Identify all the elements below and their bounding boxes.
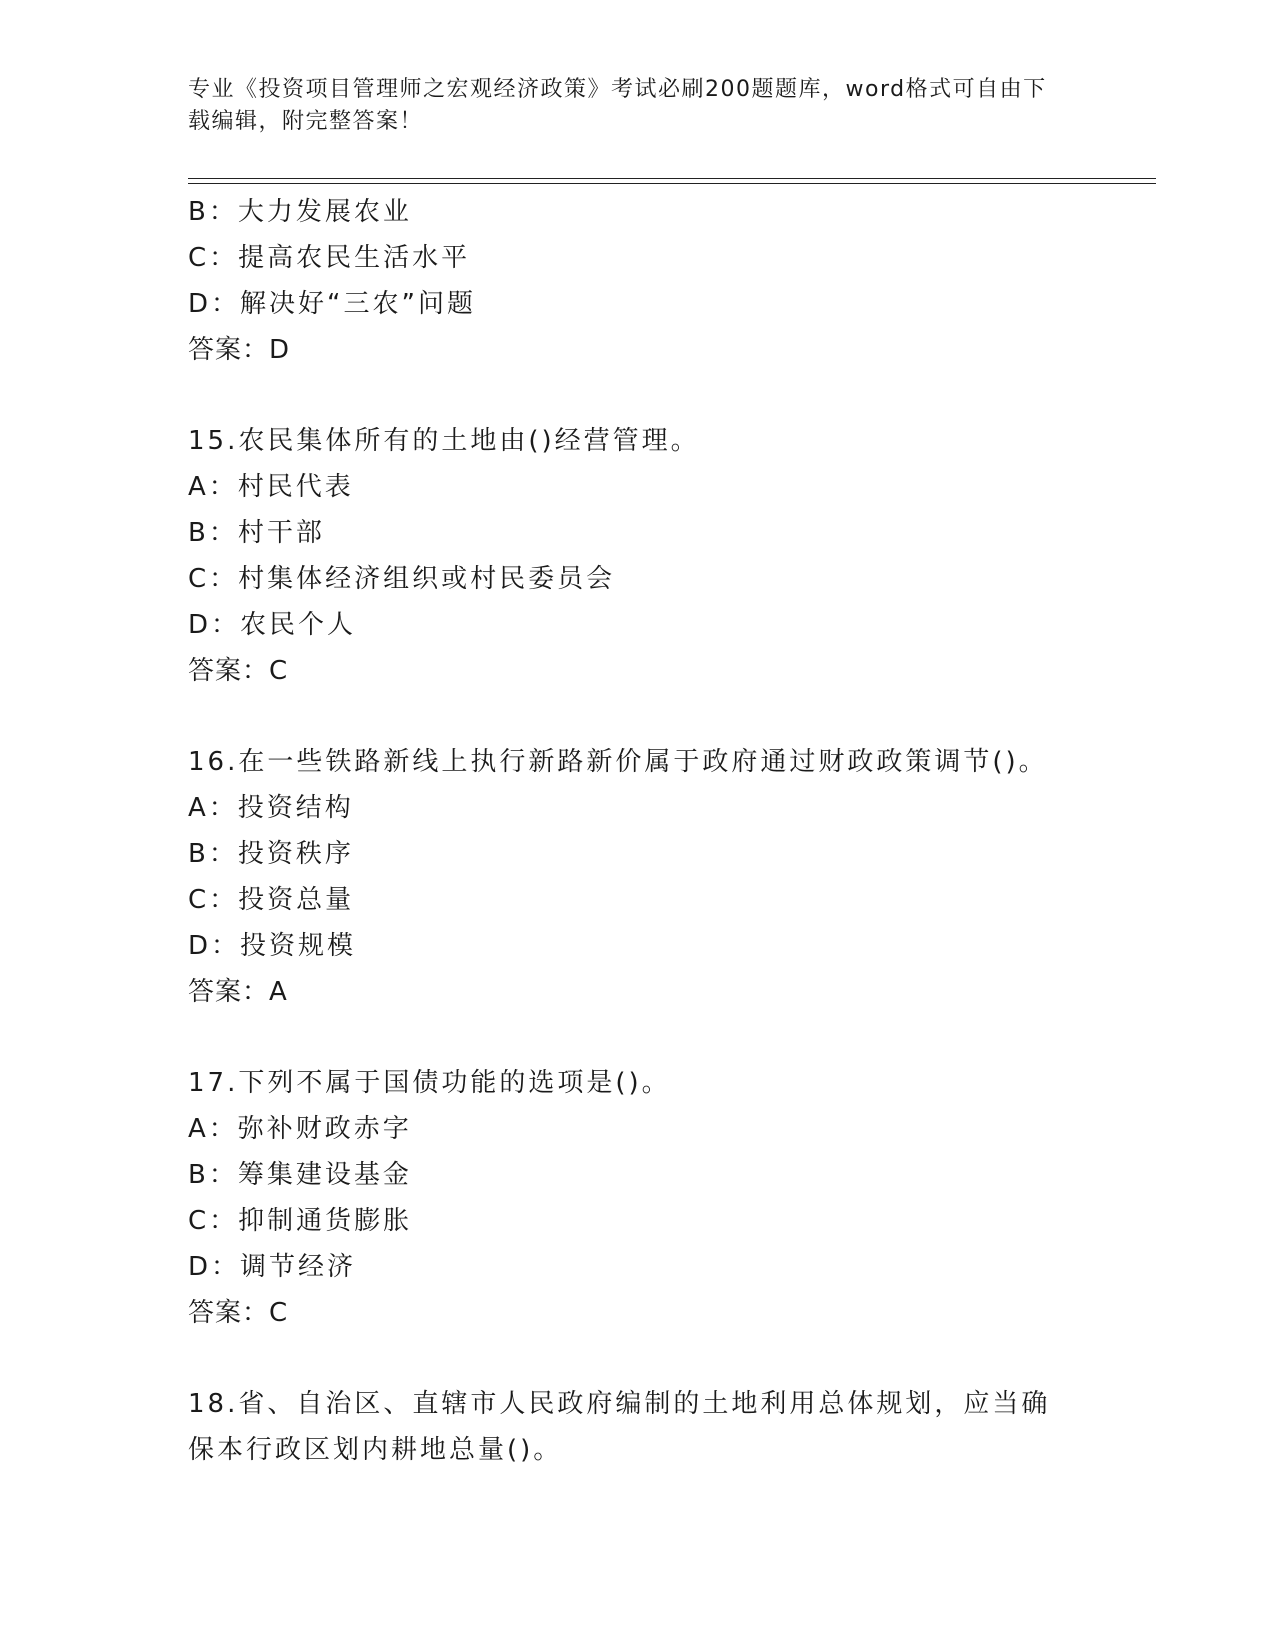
option-d: D：调节经济 xyxy=(188,1252,357,1282)
answer-label: 答案： xyxy=(188,1298,270,1328)
document-header: 专业《投资项目管理师之宏观经济政策》考试必刷200题题库，word格式可自由下载编辑，附完整答案！ xyxy=(188,77,1047,134)
option-d: D：投资规模 xyxy=(188,931,357,961)
question-text: 16.在一些铁路新线上执行新路新价属于政府通过财政政策调节()。 xyxy=(188,747,1048,777)
option-a: A：投资结构 xyxy=(188,793,354,823)
answer-value: A xyxy=(269,977,288,1007)
option-d: D：解决好“三农”问题 xyxy=(188,289,476,319)
answer-line xyxy=(188,969,1088,1015)
question-list xyxy=(188,189,1088,1473)
option-b: B：筹集建设基金 xyxy=(188,1160,412,1190)
option-c: C：村集体经济组织或村民委员会 xyxy=(188,564,616,594)
answer-label: 答案： xyxy=(188,656,270,686)
question-text: 18.省、自治区、直辖市人民政府编制的土地利用总体规划，应当确保本行政区划内耕地总量()。 xyxy=(188,1389,1051,1465)
question-block-15 xyxy=(188,418,1088,694)
option-b: B：大力发展农业 xyxy=(188,197,412,227)
answer-line xyxy=(188,648,1088,694)
header-divider-top xyxy=(188,178,1156,179)
question-block-18 xyxy=(188,1381,1088,1473)
answer-value: C xyxy=(269,656,289,686)
option-c: C：提高农民生活水平 xyxy=(188,243,471,273)
option-c: C：投资总量 xyxy=(188,885,355,915)
header-divider-bottom xyxy=(188,183,1156,184)
question-block-17 xyxy=(188,1060,1088,1336)
option-a: A：弥补财政赤字 xyxy=(188,1114,412,1144)
answer-line xyxy=(188,327,1088,373)
option-a: A：村民代表 xyxy=(188,472,354,502)
answer-label: 答案： xyxy=(188,335,270,365)
question-block-14 xyxy=(188,189,1088,373)
answer-value: D xyxy=(269,335,291,365)
option-c: C：抑制通货膨胀 xyxy=(188,1206,413,1236)
question-text: 17.下列不属于国债功能的选项是()。 xyxy=(188,1068,671,1098)
question-block-16 xyxy=(188,739,1088,1015)
question-text: 15.农民集体所有的土地由()经营管理。 xyxy=(188,426,700,456)
option-b: B：投资秩序 xyxy=(188,839,354,869)
option-d: D：农民个人 xyxy=(188,610,357,640)
answer-label: 答案： xyxy=(188,977,270,1007)
answer-value: C xyxy=(269,1298,289,1328)
answer-line xyxy=(188,1290,1088,1336)
option-b: B：村干部 xyxy=(188,518,325,548)
